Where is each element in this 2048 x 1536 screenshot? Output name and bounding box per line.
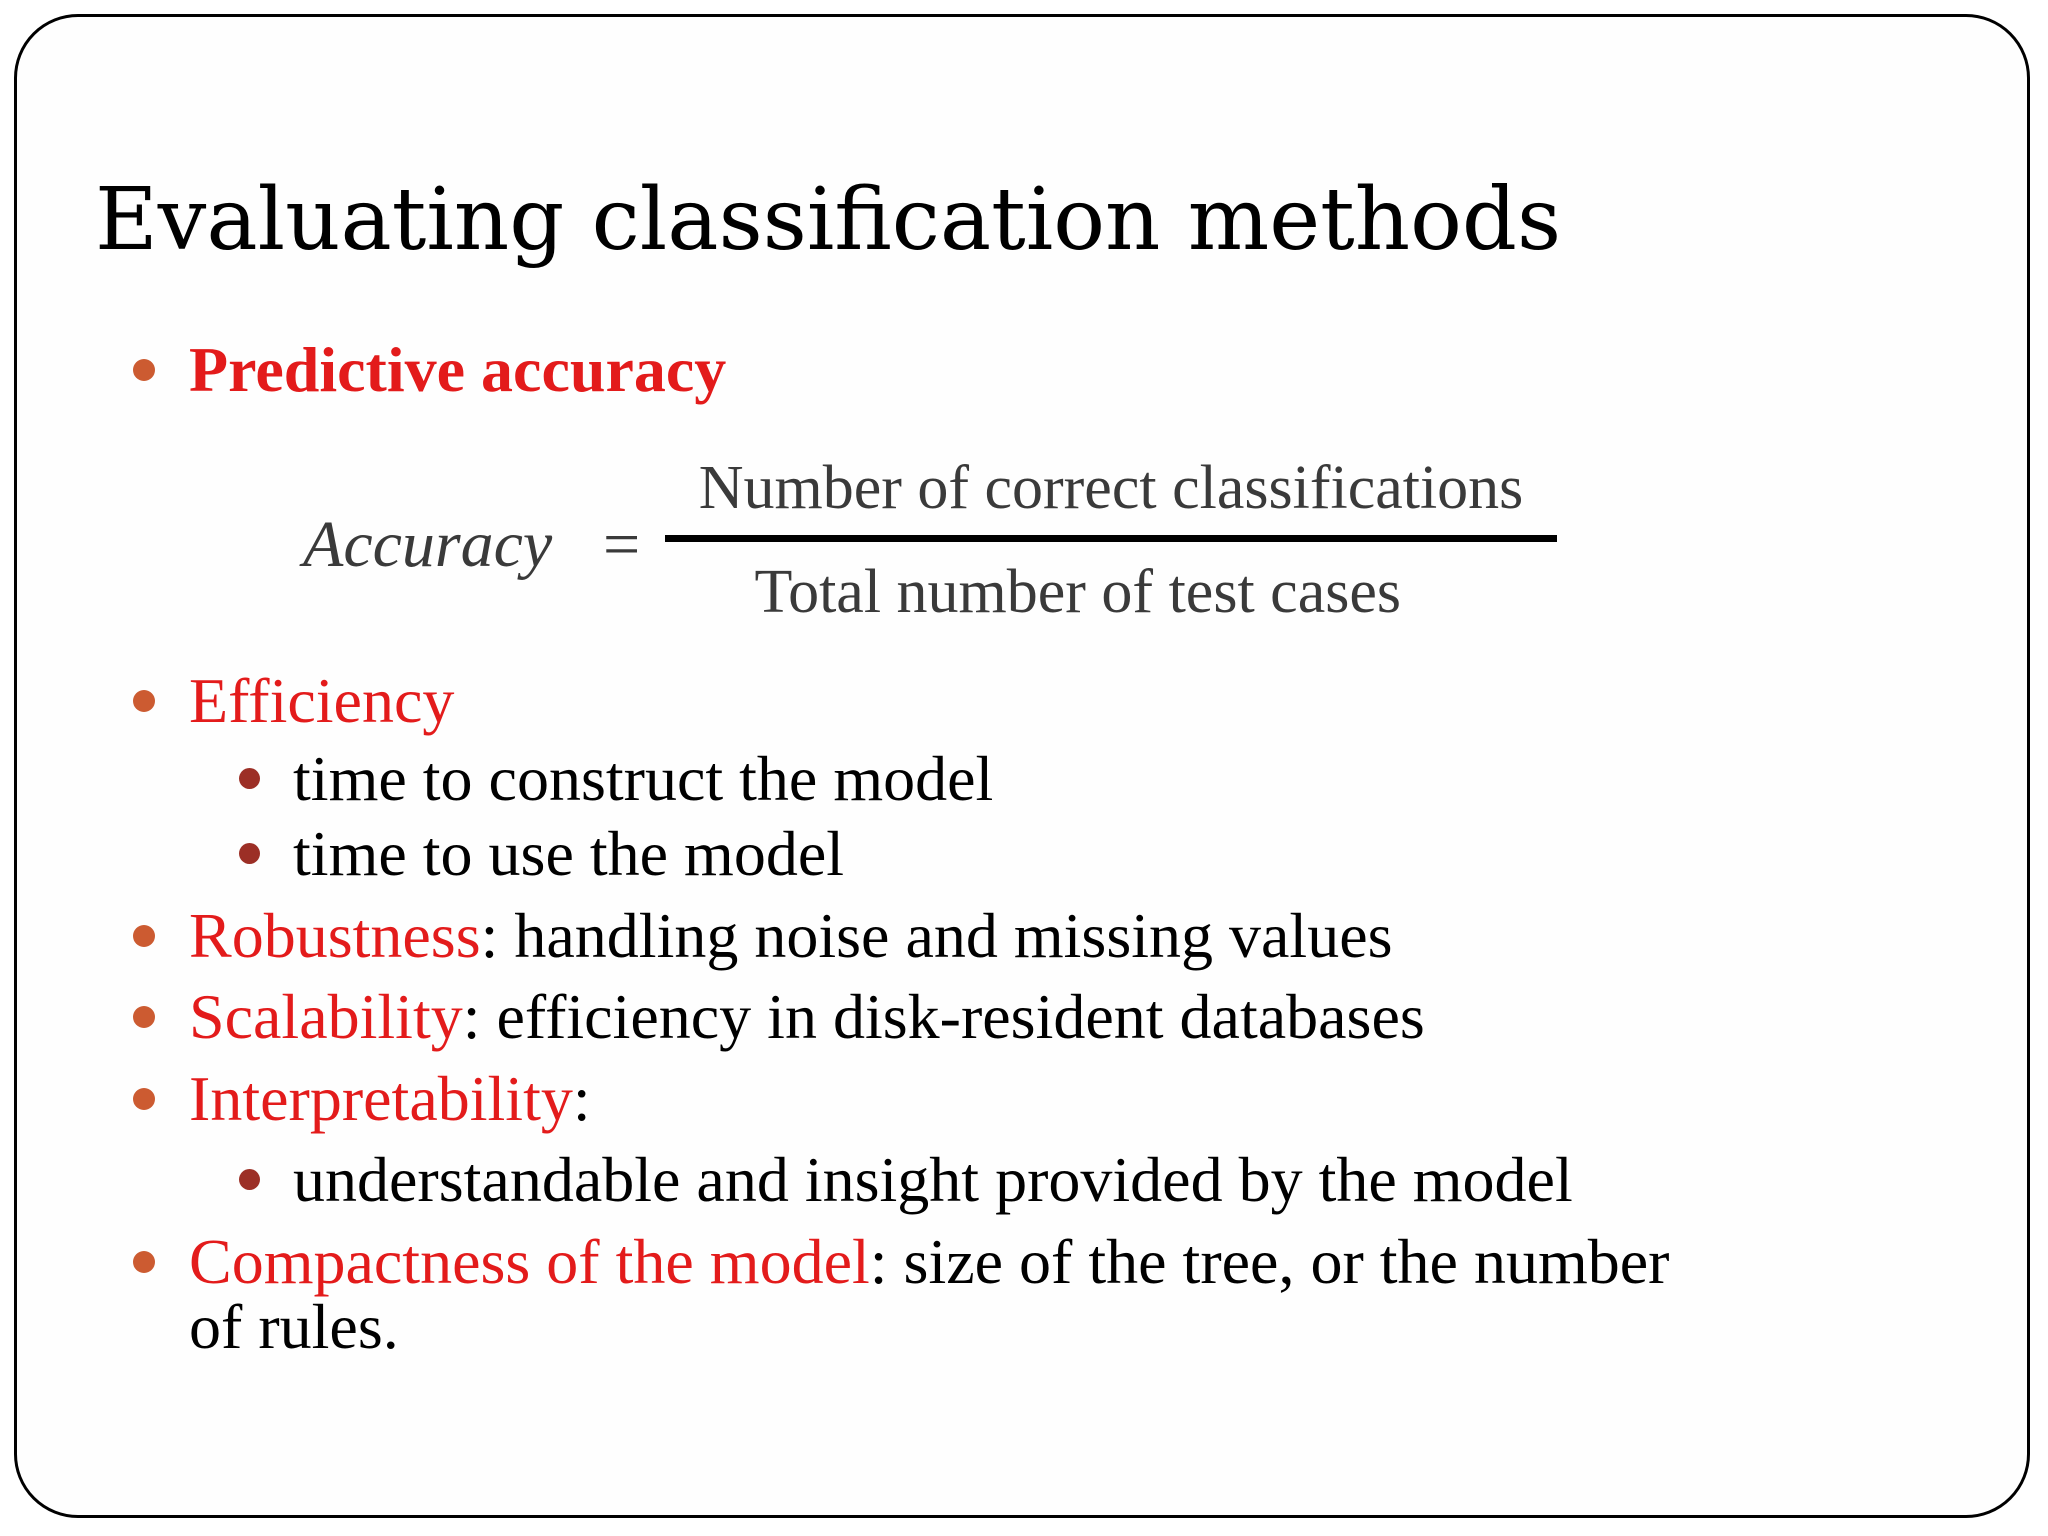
slide-title: Evaluating classification methods bbox=[95, 170, 1562, 270]
sub-bullet-dot-icon bbox=[239, 843, 260, 864]
bullet-term: Robustness bbox=[189, 900, 481, 971]
formula-denominator: Total number of test cases bbox=[754, 558, 1401, 626]
bullet-compactness bbox=[189, 1226, 1670, 1297]
sub-bullet-text: understandable and insight provided by the model bbox=[293, 1144, 1573, 1215]
slide bbox=[14, 14, 2030, 1518]
bullet-description: : handling noise and missing values bbox=[480, 900, 1393, 971]
sub-bullet-dot-icon bbox=[239, 1169, 260, 1190]
sub-bullet-text: time to use the model bbox=[293, 818, 844, 889]
bullet-predictive-accuracy bbox=[189, 334, 727, 405]
bullet-term: Efficiency bbox=[189, 665, 455, 736]
bullet-dot-icon bbox=[133, 1006, 155, 1028]
bullet-continuation-text: of rules. bbox=[189, 1291, 399, 1362]
formula-lhs: Accuracy bbox=[303, 508, 553, 581]
bullet-term: Interpretability bbox=[189, 1063, 573, 1134]
sub-bullet-text: time to construct the model bbox=[293, 743, 994, 814]
accuracy-formula bbox=[303, 445, 1573, 645]
bullet-term: Predictive accuracy bbox=[189, 334, 727, 405]
formula-numerator: Number of correct classifications bbox=[698, 454, 1524, 522]
bullet-term: Compactness of the model bbox=[189, 1226, 870, 1297]
sub-bullet-dot-icon bbox=[239, 768, 260, 789]
bullet-scalability bbox=[189, 981, 1425, 1052]
bullet-dot-icon bbox=[133, 690, 155, 712]
bullet-interpretability bbox=[189, 1063, 591, 1134]
bullet-dot-icon bbox=[133, 925, 155, 947]
fraction-bar bbox=[665, 535, 1557, 542]
bullet-dot-icon bbox=[133, 359, 155, 381]
bullet-description: : bbox=[572, 1063, 591, 1134]
bullet-robustness bbox=[189, 900, 1393, 971]
bullet-description: : efficiency in disk-resident databases bbox=[462, 981, 1425, 1052]
bullet-efficiency bbox=[189, 665, 455, 736]
bullet-continuation bbox=[189, 1291, 399, 1362]
bullet-term: Scalability bbox=[189, 981, 463, 1052]
bullet-dot-icon bbox=[133, 1251, 155, 1273]
bullet-description: : size of the tree, or the number bbox=[869, 1226, 1670, 1297]
formula-equals-sign: = bbox=[603, 508, 641, 581]
sub-bullet bbox=[293, 743, 994, 814]
bullet-dot-icon bbox=[133, 1088, 155, 1110]
sub-bullet bbox=[293, 818, 844, 889]
sub-bullet bbox=[293, 1144, 1573, 1215]
